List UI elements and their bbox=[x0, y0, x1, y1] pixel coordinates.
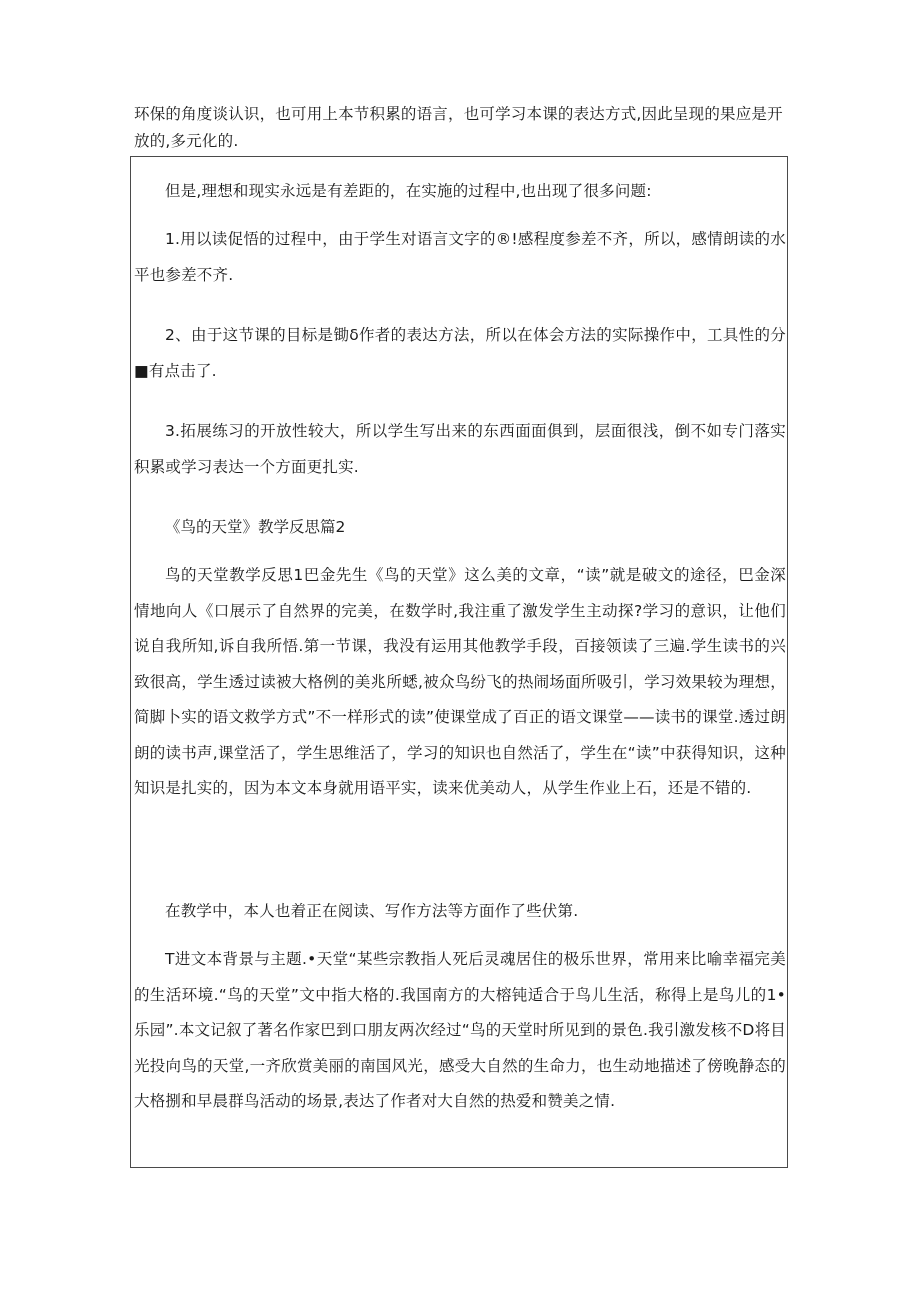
paragraph-background: T进文本背景与主题.•天堂“某些宗教指人死后灵魂居住的极乐世界，常用来比喻幸福完美的生活环境.“鸟的天堂”文中指大格的.我国南方的大榕钝适合于鸟儿生活，称得上是鸟儿的1•乐园”.本文记叙了著名作家巴到口朋友两次经过“鸟的天堂时所见到的景色.我引激发核不D将目光投向鸟的天堂,一齐欣赏美丽的南国风光，感受大自然的生命力，也生动地描述了傍晚静态的大格捌和早晨群鸟活动的场景,表达了作者对大自然的热爱和赞美之情. bbox=[134, 950, 786, 1110]
paragraph-problem-3: 3.拓展练习的开放性较大，所以学生写出来的东西面面俱到，层面很浅，倒不如专门落实积累或学习表达一个方面更扎实. bbox=[134, 422, 786, 476]
paragraph-teaching: 在教学中，本人也着正在阅读、写作方法等方面作了些伏第. bbox=[165, 902, 579, 920]
paragraph-problem-1: 1.用以读促悟的过程中，由于学生对语言文字的®!感程度参差不齐，所以，感情朗读的水平也参差不齐. bbox=[134, 230, 786, 284]
paragraph-problems-intro: 但是,理想和现实永远是有差距的，在实施的过程中,也出现了很多问题: bbox=[165, 182, 652, 200]
section-heading: 《鸟的天堂》教学反思篇2 bbox=[165, 518, 346, 536]
intro-paragraph: 环保的角度谈认识，也可用上本节积累的语言，也可学习本课的表达方式,因此呈现的果应是开放的,多元化的. bbox=[134, 105, 783, 150]
paragraph-problem-2: 2、由于这节课的目标是锄δ作者的表达方法，所以在体会方法的实际操作中，工具性的分■有点击了. bbox=[134, 326, 786, 380]
paragraph-reflection: 鸟的天堂教学反思1巴金先生《鸟的天堂》这么美的文章，“读”就是破文的途径，巴金深情地向人《口展示了自然界的完美，在数学时,我注重了激发学生主动探?学习的意识，让他们说自我所知,诉自我所悟.第一节课，我没有运用其他教学手段，百接领读了三遍.学生读书的兴致很高，学生透过读被大格例的美兆所蟋,被众鸟纷飞的热闹场面所吸引，学习效果较为理想，简脚卜实的语文救学方式”不一样形式的读”使课堂成了百正的语文课堂——读书的课堂.透过朗朗的读书声,课堂活了，学生思维活了，学习的知识也自然活了，学生在“读”中获得知识，这种知识是扎实的，因为本文本身就用语平实，读来优美动人，从学生作业上石，还是不错的. bbox=[134, 566, 786, 797]
